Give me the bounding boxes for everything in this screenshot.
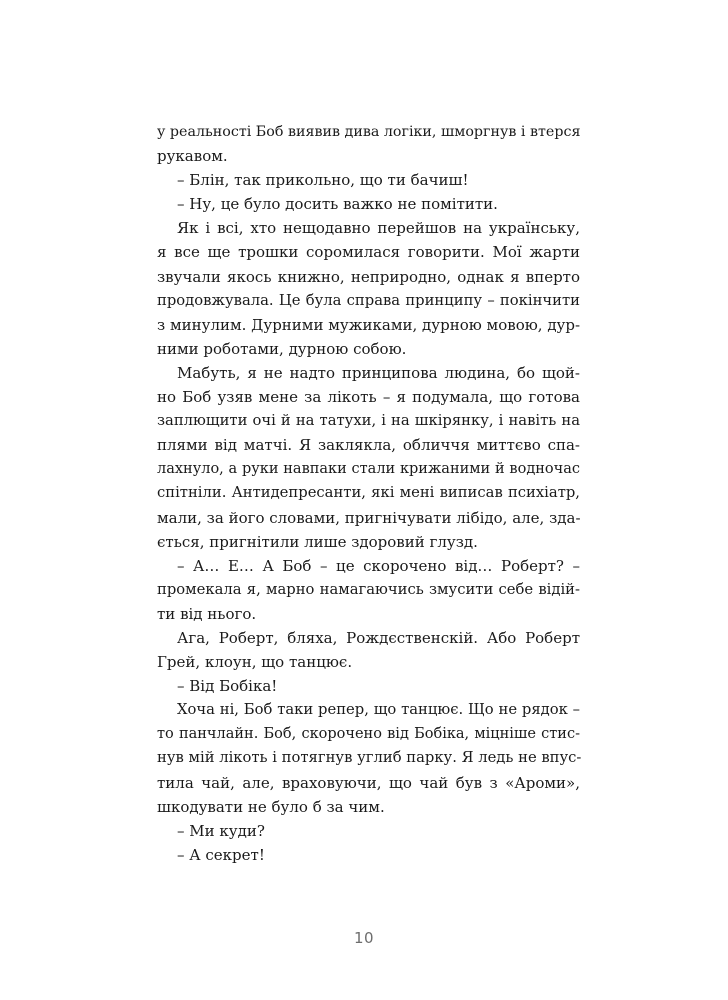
text-line: я все ще трошки соромилася говорити. Мої жарти	[157, 243, 580, 262]
text-line: – Ну, це було досить важко не помітити.	[177, 195, 498, 214]
text-line: Хоча ні, Боб таки репер, що танцює. Що не рядок –	[177, 701, 580, 719]
text-line: – А… Е… А Боб – це скорочено від… Роберт? –	[177, 556, 580, 575]
text-line: з минулим. Дурними мужиками, дурною мовою, дур-	[157, 315, 581, 334]
text-line: плями від матчі. Я заклякла, обличчя миттєво спа-	[157, 436, 580, 455]
page-number: 10	[353, 929, 375, 947]
text-line: продовжувала. Це була справа принципу – покінчити	[157, 291, 580, 309]
text-line: Грей, клоун, що танцює.	[157, 653, 353, 672]
text-line: – Ми куди?	[177, 821, 265, 840]
text-line: у реальності Боб виявив дива логіки, шморгнув і втерся	[157, 124, 581, 140]
text-line: Ага, Роберт, бляха, Рождєственскій. Або Роберт	[177, 628, 580, 647]
text-line: заплющити очі й на татухи, і на шкірянку, і навіть на	[157, 412, 580, 430]
text-line: тила чай, але, враховуючи, що чай був з «Ароми»,	[157, 773, 580, 792]
text-line: лахнуло, а руки навпаки стали крижаними й водночас	[157, 461, 580, 478]
text-line: промекала я, марно намагаючись змусити себе відій-	[157, 580, 580, 598]
text-line: Як і всі, хто нещодавно перейшов на українську,	[177, 219, 580, 238]
text-line: но Боб узяв мене за лікоть – я подумала, що готова	[157, 388, 580, 407]
text-line: спітніли. Антидепресанти, які мені виписав психіатр,	[157, 484, 580, 502]
body-text	[157, 120, 580, 867]
text-line: звучали якось книжно, неприродно, однак я вперто	[157, 267, 580, 286]
text-line: рукавом.	[157, 147, 228, 166]
text-line: ється, пригнітили лише здоровий глузд.	[157, 532, 478, 551]
text-line: мали, за його словами, пригнічувати лібідо, але, здa-	[157, 508, 581, 527]
text-line: – Блін, так прикольно, що ти бачиш!	[177, 171, 469, 190]
text-line: то панчлайн. Боб, скорочено від Бобіка, міцніше стис-	[157, 726, 580, 743]
text-line: Мабуть, я не надто принципова людина, бо щой-	[177, 363, 580, 382]
text-line: нув мій лікоть і потягнув углиб парку. Я ледь не впус-	[157, 749, 582, 767]
text-line: ти від нього.	[157, 604, 257, 623]
text-line: шкодувати не було б за чим.	[157, 797, 385, 816]
text-line: – А секрет!	[177, 845, 265, 864]
text-line: – Від Бобіка!	[177, 677, 278, 696]
text-line: ними роботами, дурною собою.	[157, 339, 407, 358]
